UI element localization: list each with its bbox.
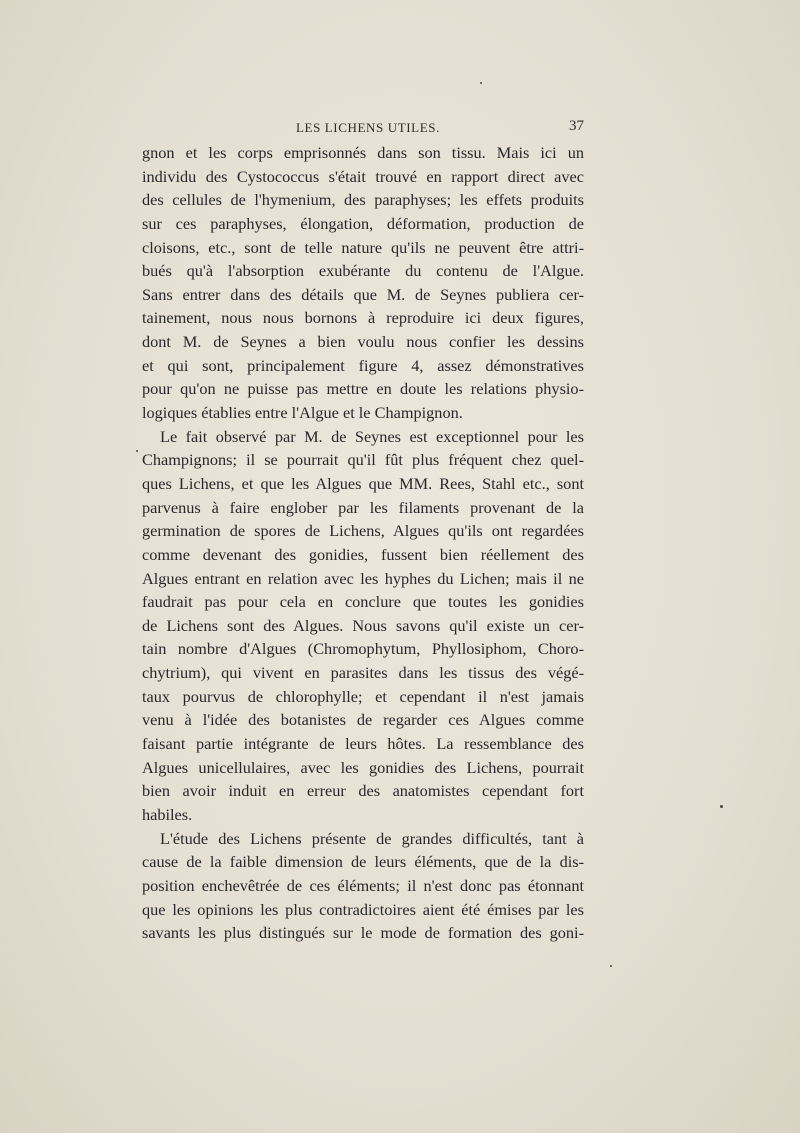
text-line: bués qu'à l'absorption exubérante du contenu de l'Algue. xyxy=(142,261,584,281)
text-line: et qui sont, principalement figure 4, assez démonstratives xyxy=(142,355,584,375)
text-line: tain nombre d'Algues (Chromophytum, Phyllosiphom, Choro- xyxy=(142,639,584,659)
text-line: dont M. de Seynes a bien voulu nous confier les dessins xyxy=(142,332,584,352)
text-line: bien avoir induit en erreur des anatomistes cependant fort xyxy=(142,781,584,801)
text-line: des cellules de l'hymenium, des paraphyses; les effets produits xyxy=(142,190,584,210)
text-line: sur ces paraphyses, élongation, déformation, production de xyxy=(142,213,584,233)
text-line: L'étude des Lichens présente de grandes difficultés, tant à xyxy=(160,828,584,848)
text-line: que les opinions les plus contradictoires aient été émises par les xyxy=(142,899,584,919)
text-line: taux pourvus de chlorophylle; et cependant il n'est jamais xyxy=(142,686,584,706)
body-text xyxy=(142,141,584,945)
text-line: faisant partie intégrante de leurs hôtes. La ressemblance des xyxy=(142,734,584,754)
text-line: logiques établies entre l'Algue et le Champignon. xyxy=(142,403,463,423)
text-line: Le fait observé par M. de Seynes est exceptionnel pour les xyxy=(160,426,584,446)
text-line: de Lichens sont des Algues. Nous savons qu'il existe un cer- xyxy=(142,615,584,635)
paper-speck xyxy=(720,805,723,808)
text-line: savants les plus distingués sur le mode de formation des goni- xyxy=(142,923,584,943)
text-line: tainement, nous nous bornons à reproduire ici deux figures, xyxy=(142,308,584,328)
text-line: habiles. xyxy=(142,804,193,824)
paper-speck xyxy=(136,450,138,452)
text-line: comme devenant des gonidies, fussent bien réellement des xyxy=(142,544,584,564)
text-line: Sans entrer dans des détails que M. de Seynes publiera cer- xyxy=(142,284,584,304)
text-line: parvenus à faire englober par les filaments provenant de la xyxy=(142,497,584,517)
text-line: faudrait pas pour cela en conclure que toutes les gonidies xyxy=(142,592,584,612)
paper-speck xyxy=(610,965,612,967)
text-line: Champignons; il se pourrait qu'il fût plus fréquent chez quel- xyxy=(142,450,584,470)
text-line: chytrium), qui vivent en parasites dans les tissus des végé- xyxy=(142,663,584,683)
text-line: cause de la faible dimension de leurs éléments, que de la dis- xyxy=(142,852,584,872)
text-line: position enchevêtrée de ces éléments; il n'est donc pas étonnant xyxy=(142,875,584,895)
text-line: germination de spores de Lichens, Algues qu'ils ont regardées xyxy=(142,521,584,541)
text-line: venu à l'idée des botanistes de regarder ces Algues comme xyxy=(142,710,584,730)
text-line: cloisons, etc., sont de telle nature qu'ils ne peuvent être attri- xyxy=(142,237,584,257)
text-line: Algues unicellulaires, avec les gonidies des Lichens, pourrait xyxy=(142,757,584,777)
text-line: gnon et les corps emprisonnés dans son tissu. Mais ici un xyxy=(142,143,584,162)
paper-speck xyxy=(480,82,482,84)
text-line: Algues entrant en relation avec les hyphes du Lichen; mais il ne xyxy=(142,568,584,588)
text-line: individu des Cystococcus s'était trouvé en rapport direct avec xyxy=(142,166,584,186)
text-line: pour qu'on ne puisse pas mettre en doute les relations physio- xyxy=(142,379,584,399)
page-header xyxy=(140,118,584,140)
running-title: LES LICHENS UTILES. xyxy=(296,120,440,135)
page-number: 37 xyxy=(569,118,584,134)
text-line: ques Lichens, et que les Algues que MM. Rees, Stahl etc., sont xyxy=(142,473,584,493)
